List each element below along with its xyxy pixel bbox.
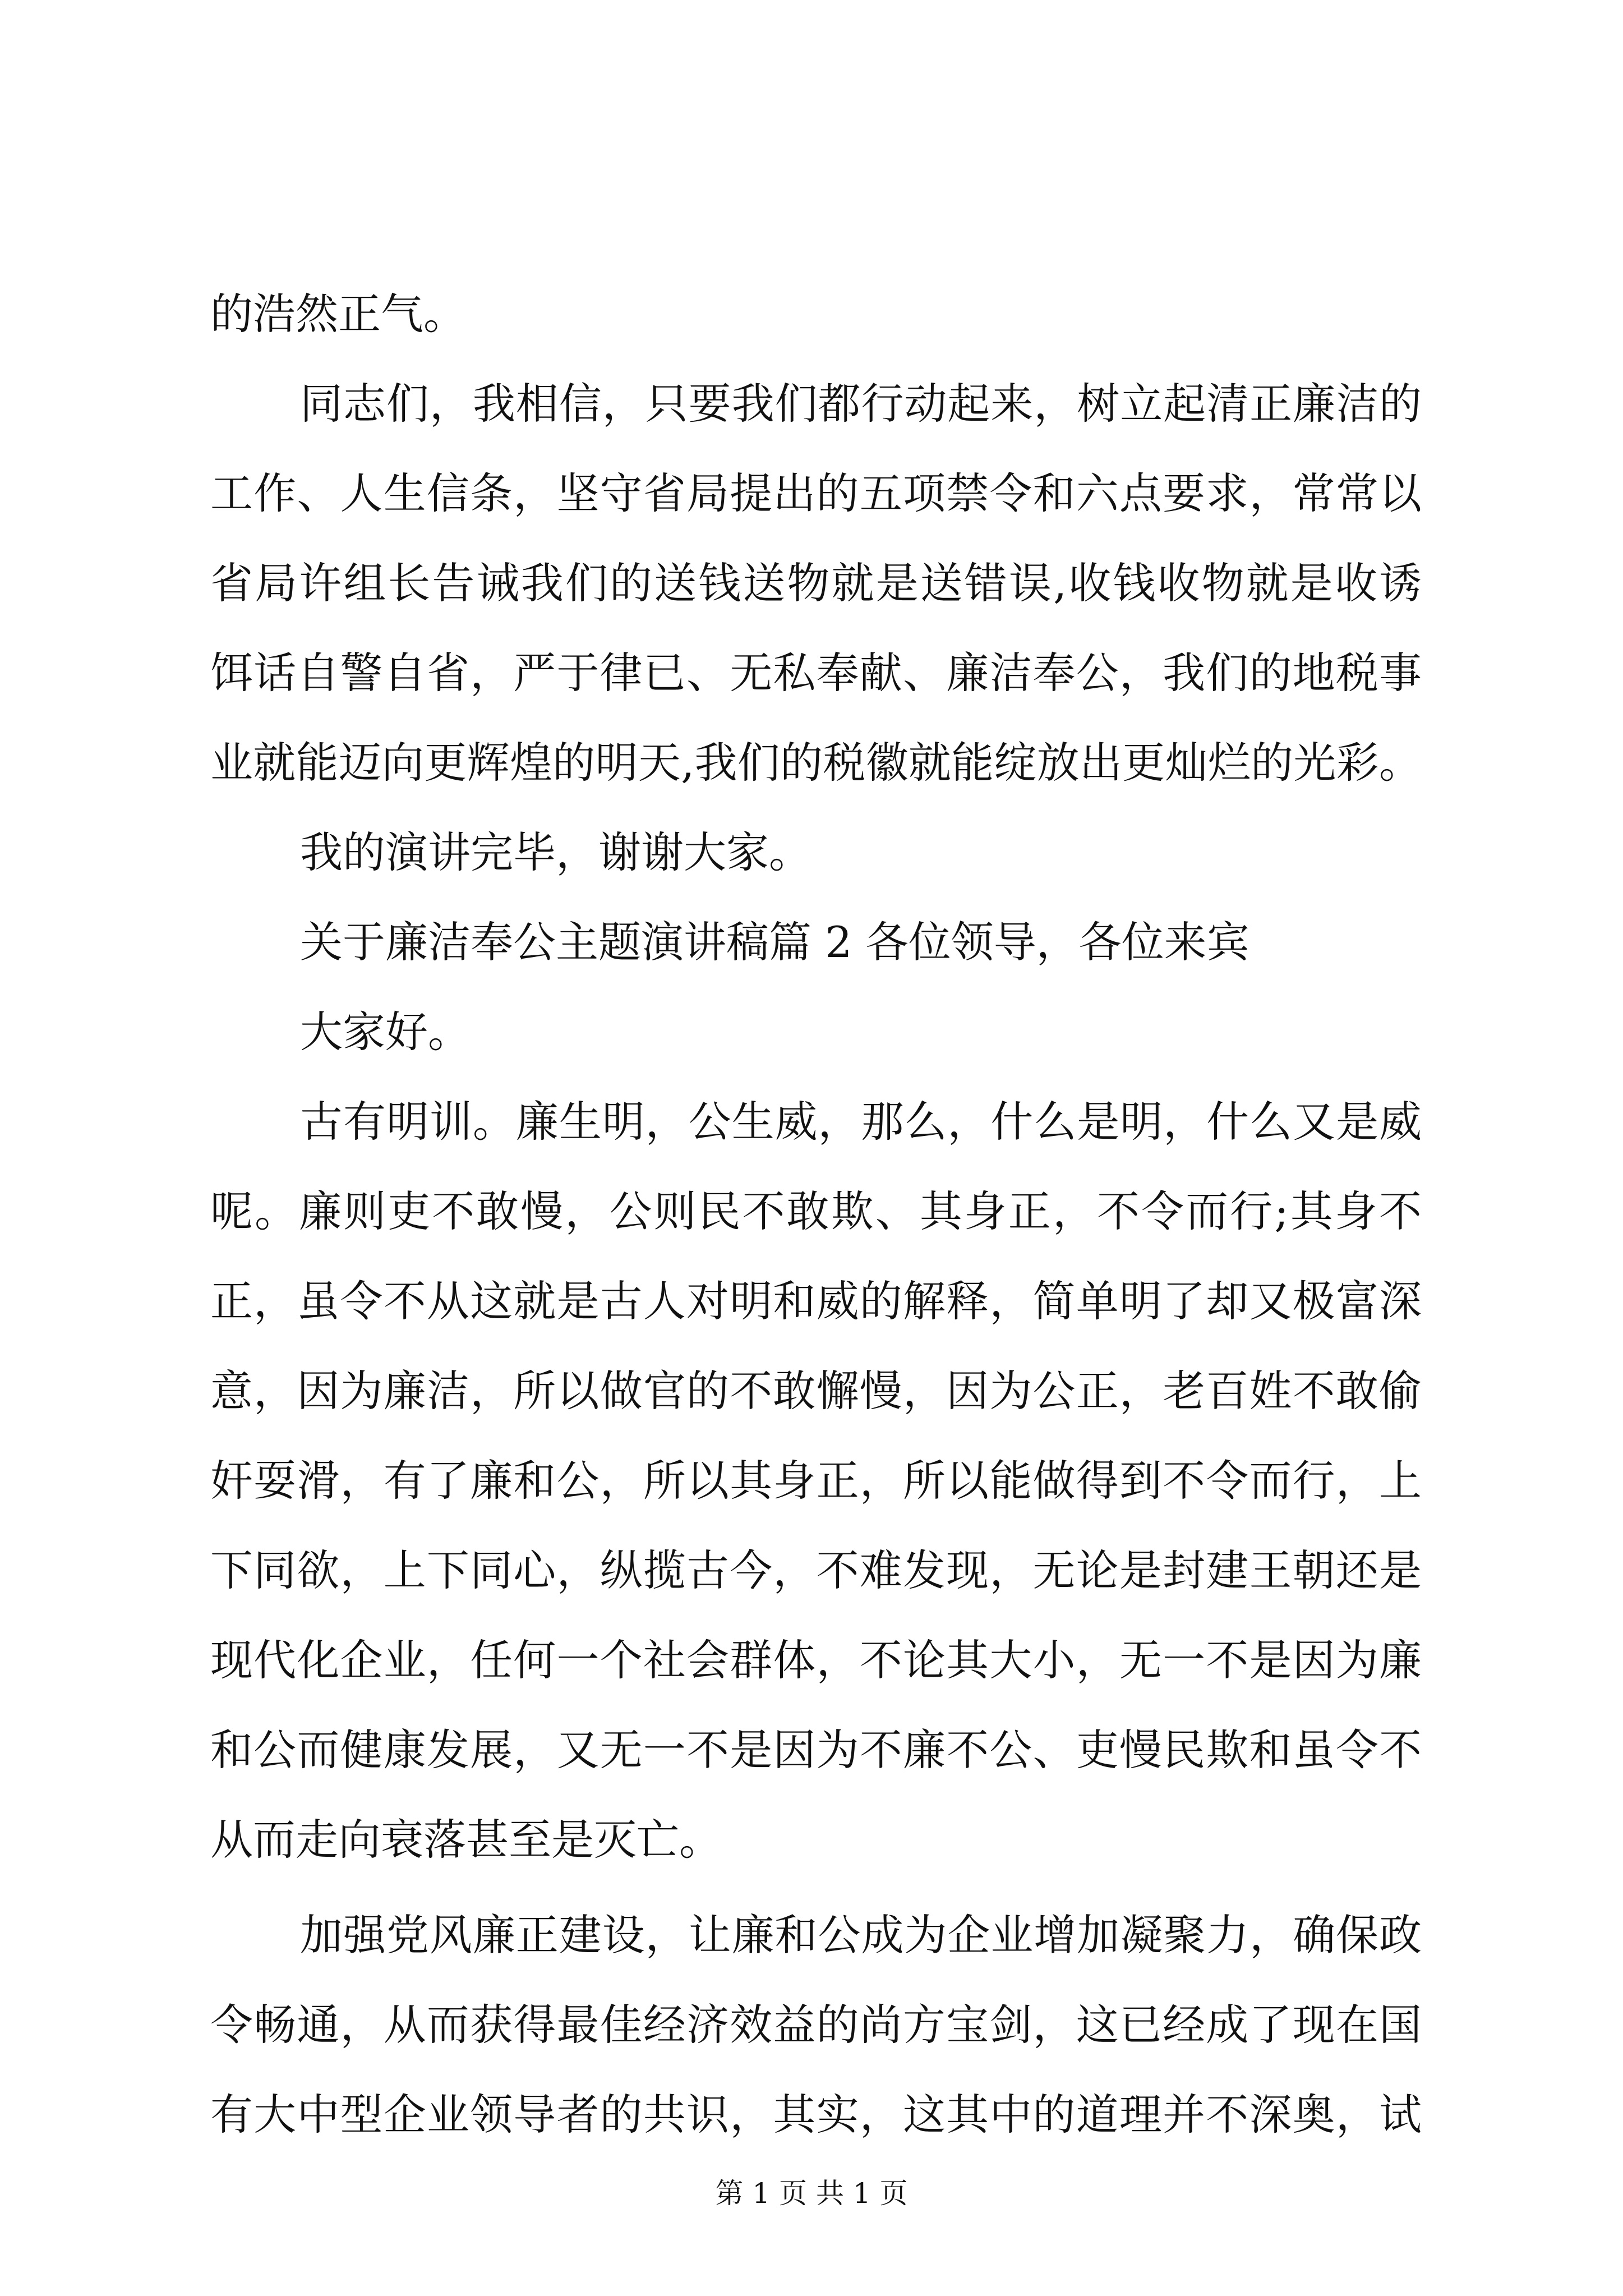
text-line: 呢。廉则吏不敢慢，公则民不敢欺、其身正，不令而行;其身不 (210, 1186, 1422, 1236)
paragraph-first-line: 同志们，我相信，只要我们都行动起来，树立起清正廉洁的 (300, 379, 1422, 429)
paragraph-first-line: 大家好。 (300, 1007, 471, 1057)
paragraph-first-line: 关于廉洁奉公主题演讲稿篇 2 各位领导，各位来宾 (300, 917, 1249, 967)
text-line: 业就能迈向更辉煌的明天,我们的税徽就能绽放出更灿烂的光彩。 (210, 738, 1422, 788)
text-line: 意，因为廉洁，所以做官的不敢懈慢，因为公正，老百姓不敢偷 (210, 1366, 1422, 1416)
text-line: 令畅通，从而获得最佳经济效益的尚方宝剑，这已经成了现在国 (210, 2000, 1422, 2050)
text-line: 现代化企业，任何一个社会群体，不论其大小，无一不是因为廉 (210, 1635, 1422, 1685)
text-line: 下同欲，上下同心，纵揽古今，不难发现，无论是封建王朝还是 (210, 1545, 1422, 1595)
text-line: 工作、人生信条，坚守省局提出的五项禁令和六点要求，常常以 (210, 468, 1422, 518)
text-line: 有大中型企业领导者的共识，其实，这其中的道理并不深奥，试 (210, 2090, 1422, 2139)
text-line: 饵话自警自省，严于律已、无私奉献、廉洁奉公，我们的地税事 (210, 648, 1422, 698)
text-line: 的浩然正气。 (210, 289, 466, 339)
paragraph-first-line: 我的演讲完毕，谢谢大家。 (300, 827, 811, 877)
page-number-footer: 第 1 页 共 1 页 (715, 2177, 908, 2210)
paragraph-first-line: 加强党风廉正建设，让廉和公成为企业增加凝聚力，确保政 (300, 1910, 1422, 1960)
text-line: 和公而健康发展，又无一不是因为不廉不公、吏慢民欺和虽令不 (210, 1725, 1422, 1775)
text-line: 省局许组长告诫我们的送钱送物就是送错误,收钱收物就是收诱 (210, 558, 1422, 608)
paragraph-first-line: 古有明训。廉生明，公生威，那么，什么是明，什么又是威 (300, 1097, 1422, 1147)
text-line: 奸耍滑，有了廉和公，所以其身正，所以能做得到不令而行，上 (210, 1456, 1422, 1506)
text-line: 从而走向衰落甚至是灭亡。 (210, 1815, 722, 1865)
text-line: 正，虽令不从这就是古人对明和威的解释，简单明了却又极富深 (210, 1276, 1422, 1326)
